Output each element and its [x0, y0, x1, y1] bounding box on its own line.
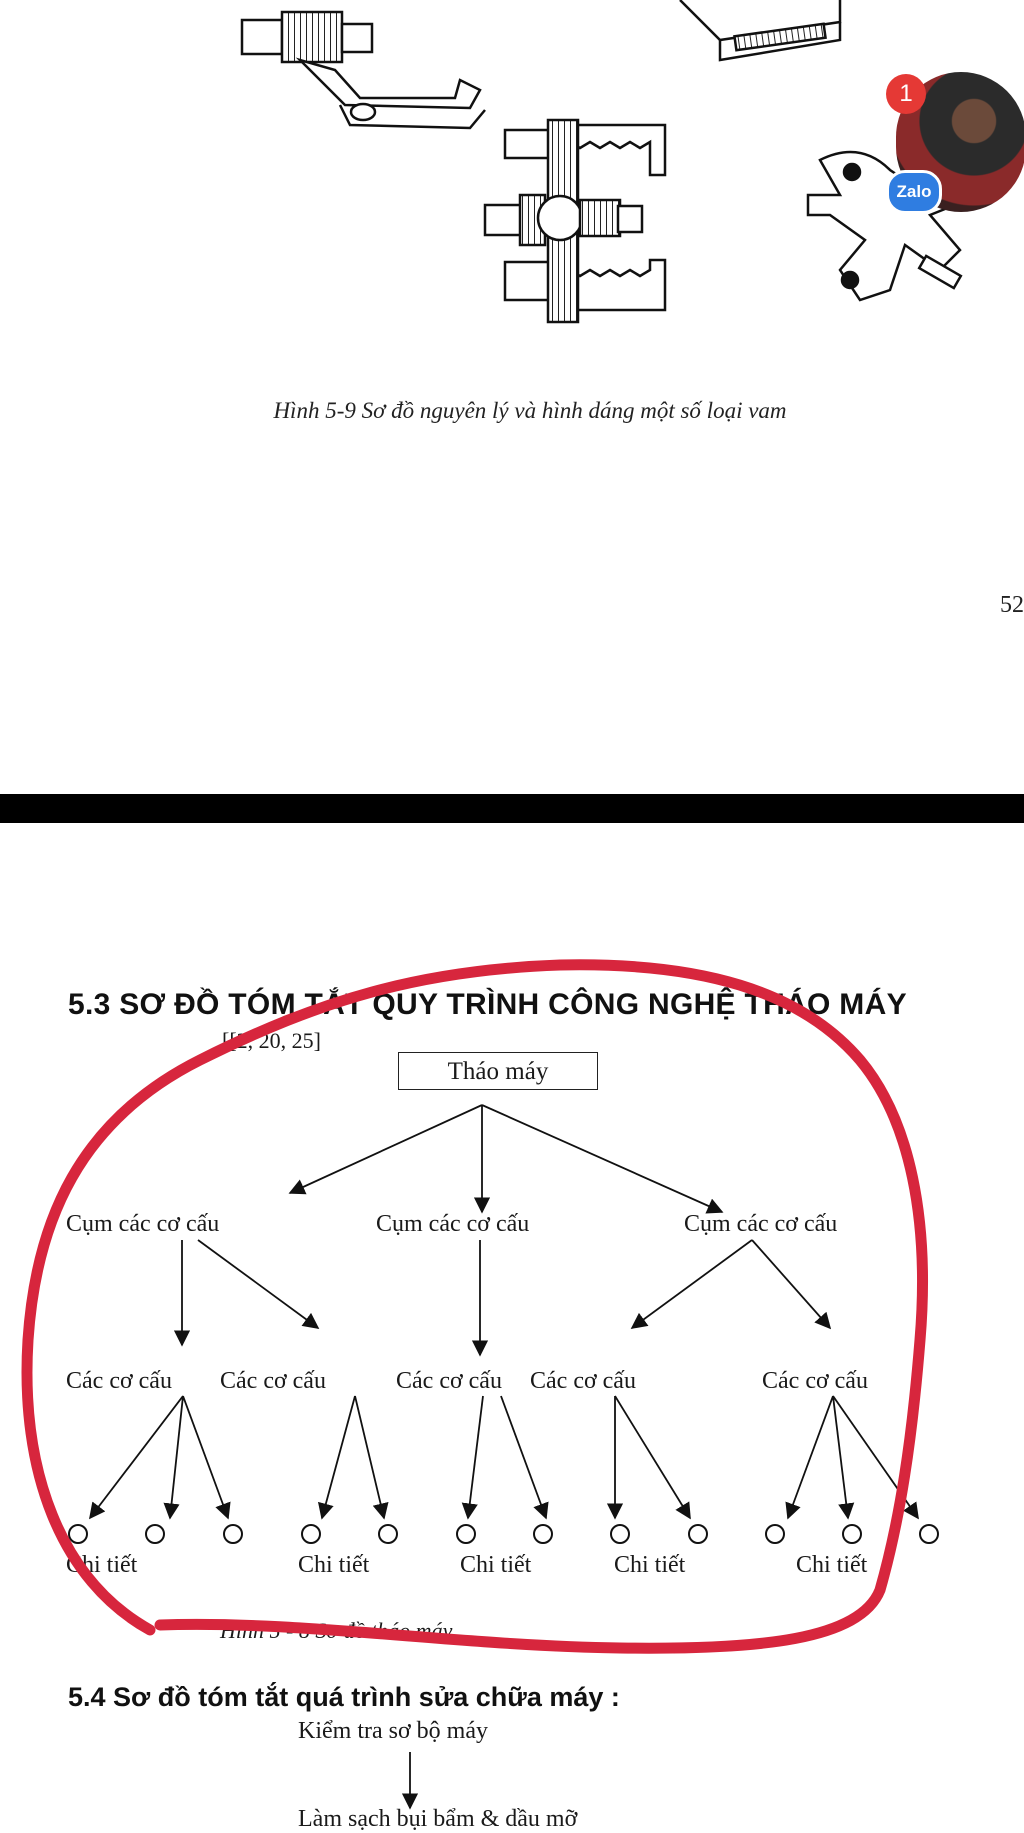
level3-node: Các cơ cấu: [66, 1368, 172, 1394]
root-node: Tháo máy: [398, 1052, 598, 1090]
repair-step-2: Làm sạch bụi bẩm & dầu mỡ: [298, 1806, 578, 1832]
figure-5-9-caption: Hình 5-9 Sơ đồ nguyên lý và hình dáng một số loại vam: [273, 398, 787, 423]
level2-node: Cụm các cơ cấu: [66, 1211, 220, 1237]
level4-node: Chi tiết: [298, 1552, 370, 1578]
notification-badge: 1: [886, 74, 926, 114]
level4-node: Chi tiết: [796, 1552, 868, 1578]
level4-node: Chi tiết: [66, 1552, 138, 1578]
level2-node: Cụm các cơ cấu: [376, 1211, 530, 1237]
level2-node: Cụm các cơ cấu: [684, 1211, 838, 1237]
repair-step-1: Kiểm tra sơ bộ máy: [298, 1718, 488, 1744]
zalo-badge-icon: Zalo: [886, 170, 942, 214]
section-5-4-heading: 5.4 Sơ đồ tóm tắt quá trình sửa chữa máy :: [68, 1682, 620, 1712]
citation: [[2, 20, 25]: [222, 1028, 321, 1053]
figure-5-8-caption: Hình 5 - 8 Sơ đồ tháo máy: [220, 1618, 453, 1643]
level3-node: Các cơ cấu: [220, 1368, 326, 1394]
level3-node: Các cơ cấu: [762, 1368, 868, 1394]
page-number: 52: [1000, 592, 1024, 618]
level4-node: Chi tiết: [460, 1552, 532, 1578]
level3-node: Các cơ cấu: [396, 1368, 502, 1394]
section-5-3-heading: 5.3 SƠ ĐỒ TÓM TẮT QUY TRÌNH CÔNG NGHỆ THÁO MÁY: [68, 988, 907, 1021]
level4-node: Chi tiết: [614, 1552, 686, 1578]
level3-node: Các cơ cấu: [530, 1368, 636, 1394]
